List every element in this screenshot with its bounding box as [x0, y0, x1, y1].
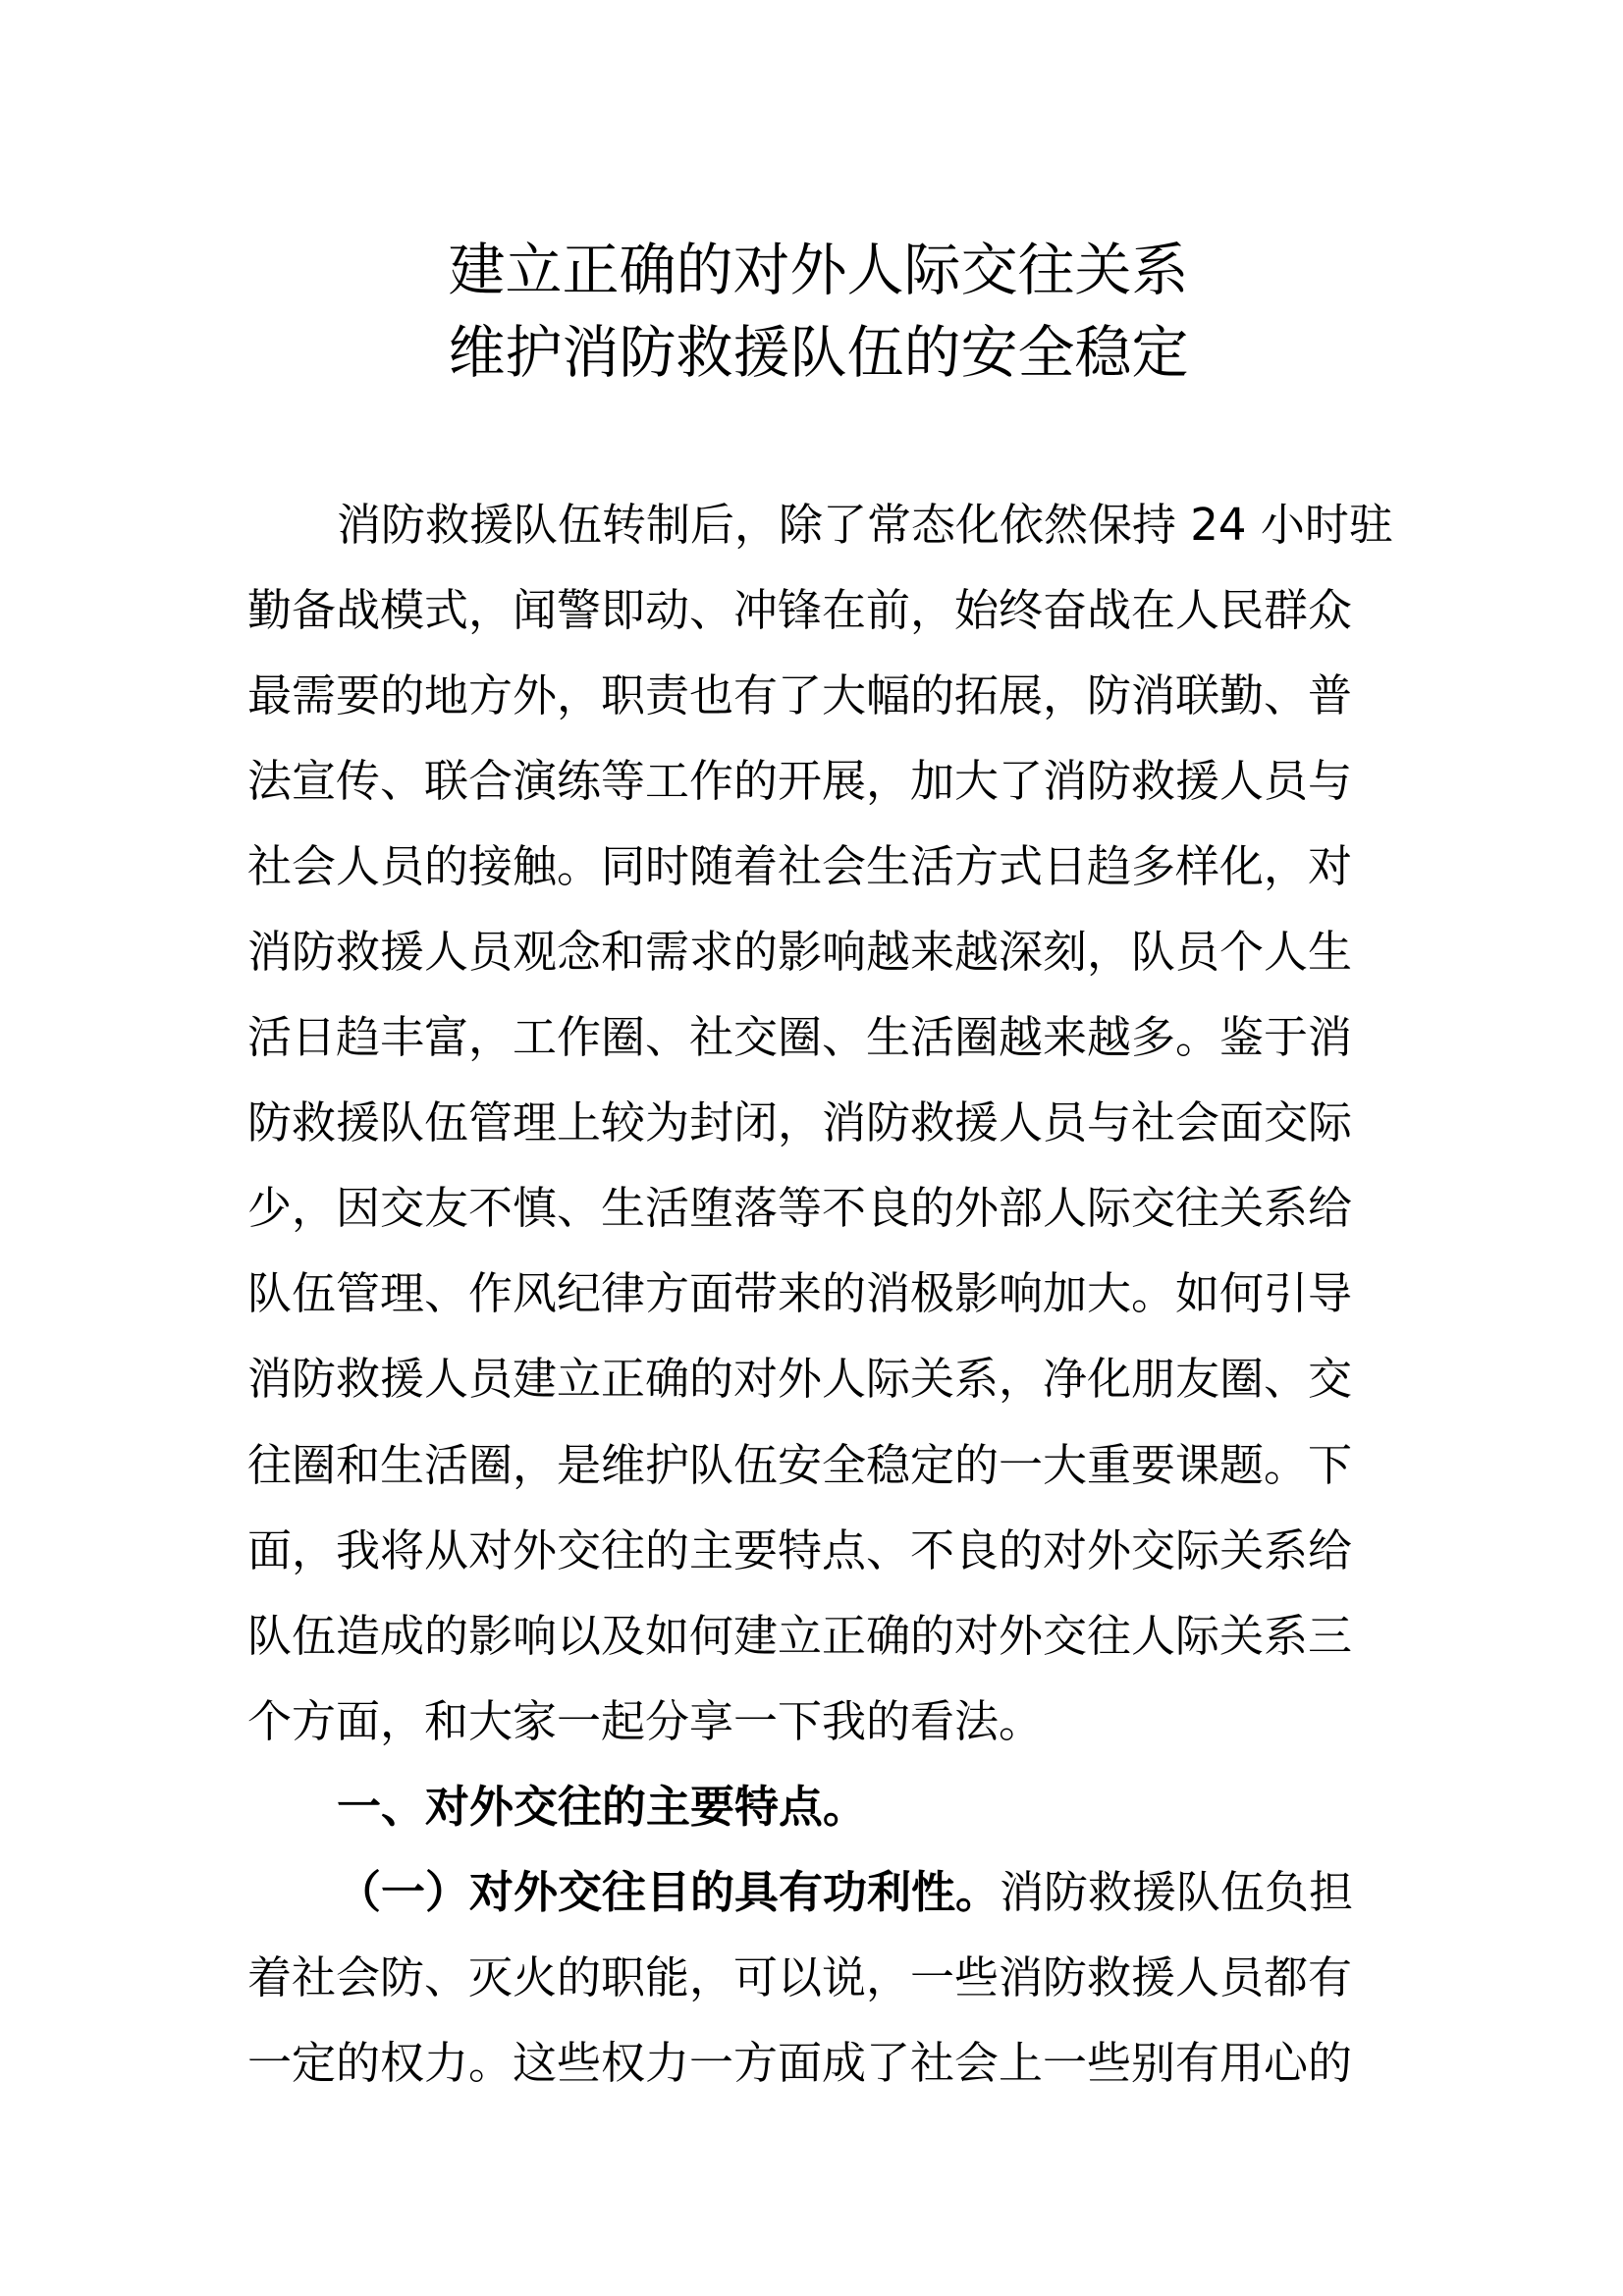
paragraph-line: 队伍造成的影响以及如何建立正确的对外交往人际关系三 — [247, 1609, 1353, 1662]
document-body — [247, 482, 1426, 2106]
paragraph-line: 最需要的地方外，职责也有了大幅的拓展，防消联勤、普 — [247, 669, 1353, 722]
subsection-heading: （一）对外交往目的具有功利性。 — [337, 1865, 1001, 1918]
document-title — [0, 229, 1623, 394]
paragraph-line: 消防救援人员建立正确的对外人际关系，净化朋友圈、交 — [247, 1353, 1353, 1406]
title-line-2: 维护消防救援队伍的安全稳定 — [448, 319, 1189, 386]
paragraph-line: 消防救援队伍转制后，除了常态化依然保持 24 小时驻 — [337, 499, 1393, 551]
paragraph-line: 着社会防、灭火的职能，可以说，一些消防救援人员都有 — [247, 1950, 1353, 2003]
paragraph-line: 社会人员的接触。同时随着社会生活方式日趋多样化，对 — [247, 840, 1353, 893]
paragraph-line: 防救援队伍管理上较为封闭，消防救援人员与社会面交际 — [247, 1096, 1353, 1149]
paragraph-line: 队伍管理、作风纪律方面带来的消极影响加大。如何引导 — [247, 1267, 1353, 1320]
title-line-1: 建立正确的对外人际交往关系 — [448, 237, 1189, 303]
paragraph-text: 消防救援队伍负担 — [1000, 1865, 1354, 1918]
paragraph-line: 面，我将从对外交往的主要特点、不良的对外交际关系给 — [247, 1523, 1353, 1576]
intro-paragraph — [247, 482, 1426, 1764]
paragraph-line: 个方面，和大家一起分享一下我的看法。 — [247, 1694, 1044, 1747]
paragraph-line: 往圈和生活圈，是维护队伍安全稳定的一大重要课题。下 — [247, 1438, 1353, 1491]
paragraph-line: 一定的权力。这些权力一方面成了社会上一些别有用心的 — [247, 2036, 1353, 2089]
paragraph-line: 法宣传、联合演练等工作的开展，加大了消防救援人员与 — [247, 755, 1353, 808]
paragraph-line: 活日趋丰富，工作圈、社交圈、生活圈越来越多。鉴于消 — [247, 1011, 1353, 1064]
paragraph-line — [247, 1849, 1426, 1935]
paragraph-line: 勤备战模式，闻警即动、冲锋在前，始终奋战在人民群众 — [247, 584, 1353, 637]
paragraph-line: 消防救援人员观念和需求的影响越来越深刻，队员个人生 — [247, 926, 1353, 979]
paragraph-line: 少，因交友不慎、生活堕落等不良的外部人际交往关系给 — [247, 1182, 1353, 1235]
subsection-paragraph — [247, 1849, 1426, 2106]
section-heading: 一、对外交往的主要特点。 — [337, 1780, 868, 1833]
